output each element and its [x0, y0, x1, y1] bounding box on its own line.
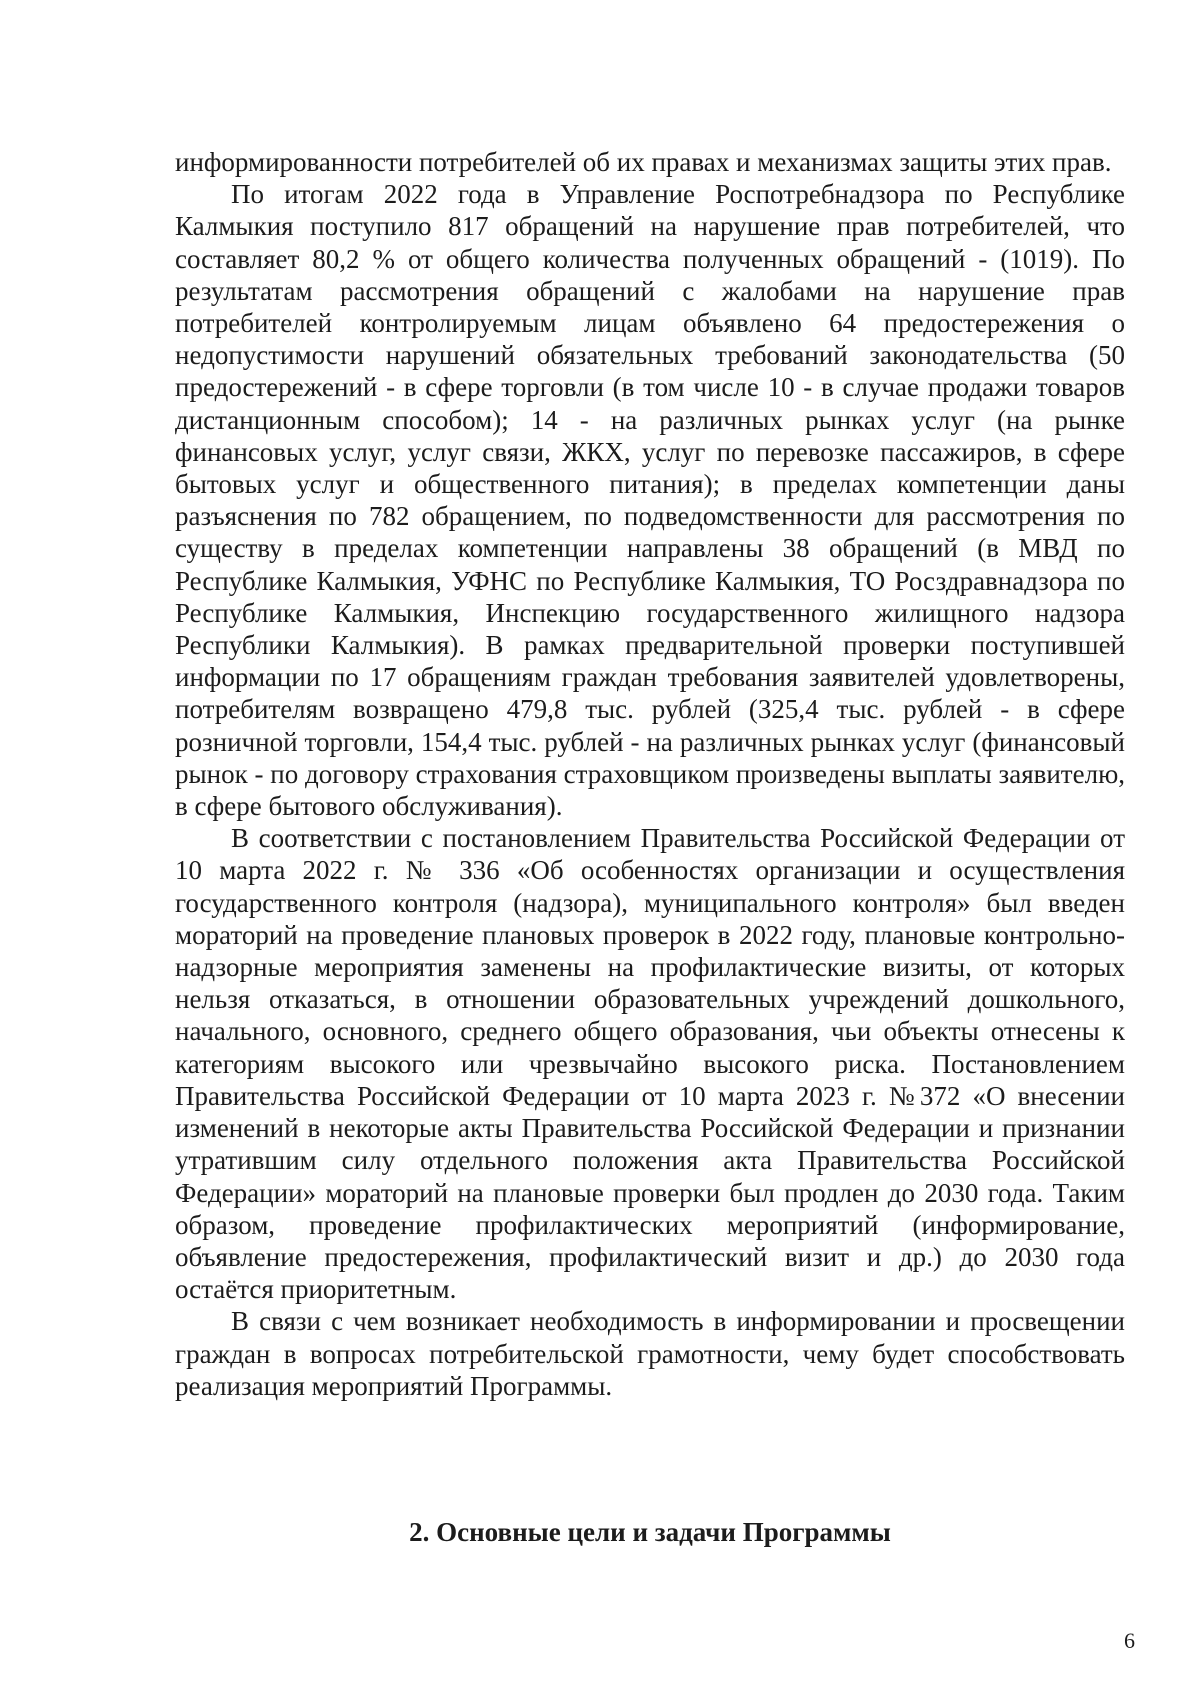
paragraph-continuation: информированности потребителей об их правах и механизмах защиты этих прав. [175, 147, 1112, 177]
section-heading: 2. Основные цели и задачи Программы [409, 1517, 891, 1547]
paragraph-necessity: В связи с чем возникает необходимость в информировании и просвещении граждан в вопросах потребительской грамотности, чему будет способствовать реализация мероприятий Программы. [175, 1306, 1125, 1401]
paragraph-complaints-2022: По итогам 2022 года в Управление Роспотребнадзора по Республике Калмыкия поступило 817 обращений на нарушение прав потребителей, что составляет 80,2 % от общего количества полученных обращений - (1019). По результатам рассмотрения обращений с жалобами на нарушение прав потребителей контролируемым лицам объявлено 64 предостережения о недопустимости нарушений обязательных требований законодательства (50 предостережений - в сфере торговли (в том числе 10 - в случае продажи товаров дистанционным способом); 14 - на различных рынках услуг (на рынке финансовых услуг, услуг связи, ЖКХ, услуг по перевозке пассажиров, в сфере бытовых услуг и общественного питания); в пределах компетенции даны разъяснения по 782 обращением, по подведомственности для рассмотрения по существу в пределах компетенции направлены 38 обращений (в МВД по Республике Калмыкия, УФНС по Республике Калмыкия, ТО Росздравнадзора по Республике Калмыкия, Инспекцию государственного жилищного надзора Республики Калмыкия). В рамках предварительной проверки поступившей информации по 17 обращениям граждан требования заявителей удовлетворены, потребителям возвращено 479,8 тыс. рублей (325,4 тыс. рублей - в сфере розничной торговли, 154,4 тыс. рублей - на различных рынках услуг (финансовый рынок - по договору страхования страховщиком произведены выплаты заявителю, в сфере бытового обслуживания). [175, 179, 1125, 822]
body-text [175, 146, 1125, 1402]
page-number: 6 [1124, 1628, 1135, 1653]
paragraph-moratorium: В соответствии с постановлением Правительства Российской Федерации от 10 марта 2022 г. № 336 «Об особенностях организации и осуществления государственного контроля (надзора), муниципального контроля» был введен мораторий на проведение плановых проверок в 2022 году, плановые контрольно-надзорные мероприятия заменены на профилактические визиты, от которых нельзя отказаться, в отношении образовательных учреждений дошкольного, начального, основного, среднего общего образования, чьи объекты отнесены к категориям высокого или чрезвычайно высокого риска. Постановлением Правительства Российской Федерации от 10 марта 2023 г. №372 «О внесении изменений в некоторые акты Правительства Российской Федерации и признании утратившим силу отдельного положения акта Правительства Российской Федерации» мораторий на плановые проверки был продлен до 2030 года. Таким образом, проведение профилактических мероприятий (информирование, объявление предостережения, профилактический визит и др.) до 2030 года остаётся приоритетным. [175, 823, 1125, 1305]
